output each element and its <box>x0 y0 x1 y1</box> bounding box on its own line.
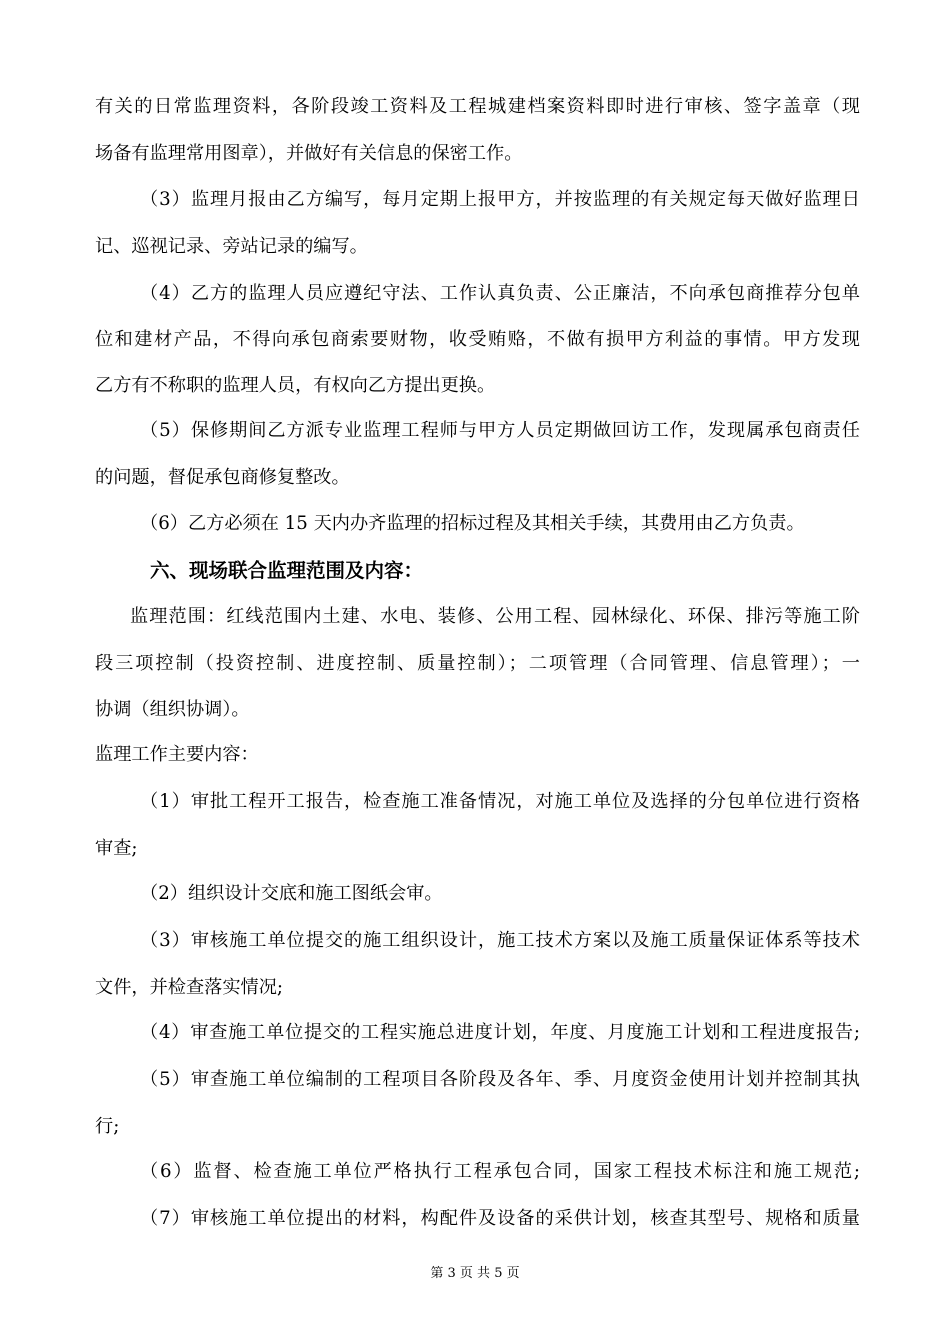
list-item-line: （3）审核施工单位提交的施工组织设计，施工技术方案以及施工质量保证体系等技术 <box>140 930 860 951</box>
list-item-line: 文件，并检查落实情况; <box>95 977 284 998</box>
list-item-line: （7）审核施工单位提出的材料，构配件及设备的采供计划，核查其型号、规格和质量 <box>140 1208 860 1229</box>
paragraph-line: 监理范围：红线范围内土建、水电、装修、公用工程、园林绿化、环保、排污等施工阶 <box>130 606 860 627</box>
paragraph-line: 的问题，督促承包商修复整改。 <box>95 467 350 488</box>
list-item-line: （2）组织设计交底和施工图纸会审。 <box>140 883 443 904</box>
paragraph-line: （5）保修期间乙方派专业监理工程师与甲方人员定期做回访工作，发现属承包商责任 <box>140 420 860 441</box>
list-item-line: （1）审批工程开工报告，检查施工准备情况，对施工单位及选择的分包单位进行资格 <box>140 791 860 812</box>
page-number-footer: 第 3 页 共 5 页 <box>430 1266 520 1281</box>
paragraph-line: （4）乙方的监理人员应遵纪守法、工作认真负责、公正廉洁，不向承包商推荐分包单 <box>140 283 860 304</box>
paragraph-line: 场备有监理常用图章），并做好有关信息的保密工作。 <box>95 143 523 164</box>
list-item-line: （4）审查施工单位提交的工程实施总进度计划，年度、月度施工计划和工程进度报告; <box>140 1022 860 1043</box>
paragraph-line: 位和建材产品，不得向承包商索要财物，收受贿赂，不做有损甲方利益的事情。甲方发现 <box>95 329 860 350</box>
paragraph-line: 记、巡视记录、旁站记录的编写。 <box>95 236 368 257</box>
list-item-line: （5）审查施工单位编制的工程项目各阶段及各年、季、月度资金使用计划并控制其执 <box>140 1069 860 1090</box>
list-item-line: 行; <box>95 1116 120 1137</box>
paragraph-line: 协调（组织协调）。 <box>95 699 250 720</box>
paragraph-line: 监理工作主要内容： <box>95 744 259 765</box>
paragraph-line: 有关的日常监理资料，各阶段竣工资料及工程城建档案资料即时进行审核、签字盖章（现 <box>95 96 860 117</box>
list-item-line: （6）监督、检查施工单位严格执行工程承包合同，国家工程技术标注和施工规范; <box>140 1161 860 1182</box>
section-heading: 六、现场联合监理范围及内容： <box>150 559 424 582</box>
paragraph-line: 乙方有不称职的监理人员，有权向乙方提出更换。 <box>95 375 496 396</box>
paragraph-line: 段三项控制（投资控制、进度控制、质量控制）；二项管理（合同管理、信息管理）；一 <box>95 653 860 674</box>
paragraph-line: （3）监理月报由乙方编写，每月定期上报甲方，并按监理的有关规定每天做好监理日 <box>140 189 860 210</box>
list-item-line: 审查; <box>95 838 138 859</box>
paragraph-line: （6）乙方必须在 15 天内办齐监理的招标过程及其相关手续，其费用由乙方负责。 <box>140 513 805 534</box>
